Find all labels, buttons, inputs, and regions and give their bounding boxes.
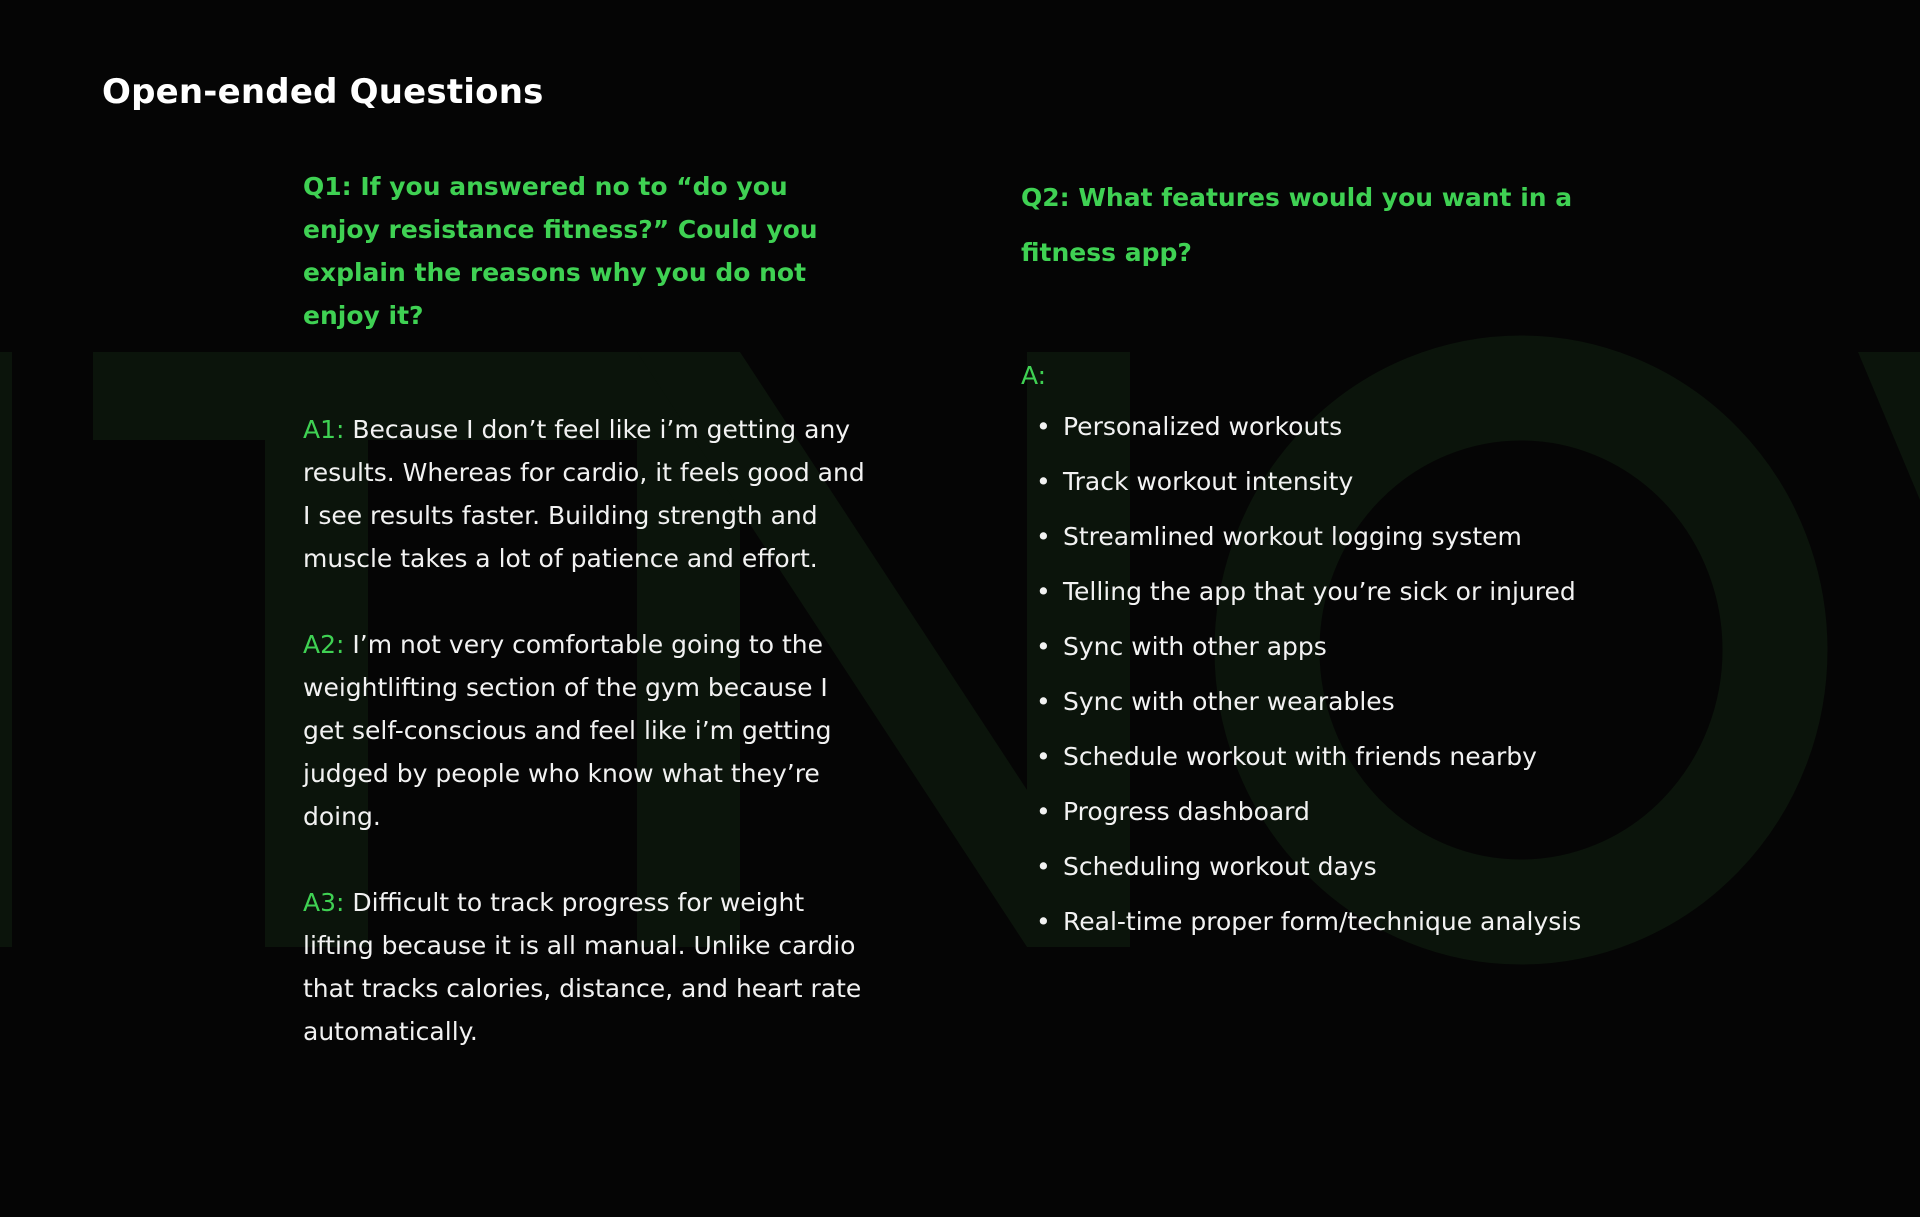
feature-text: Personalized workouts (1063, 412, 1343, 441)
list-item (1021, 729, 1781, 784)
answer-2-text: I’m not very comfortable going to the weightlifting section of the gym because I get self-conscious and feel like i’m getting judged by people who know what they’re doing. (303, 630, 832, 831)
list-item (1021, 454, 1781, 509)
answer-1-label: A1: (303, 415, 345, 444)
answer-1-text: Because I don’t feel like i’m getting any results. Whereas for cardio, it feels good and I see results faster. Building strength and muscle takes a lot of patience and effort. (303, 415, 865, 573)
bullet-icon: • (1036, 467, 1051, 496)
bullet-icon: • (1036, 687, 1051, 716)
bullet-icon: • (1036, 852, 1051, 881)
feature-text: Streamlined workout logging system (1063, 522, 1522, 551)
answer-2-label: A2: (303, 630, 345, 659)
list-item (1021, 399, 1781, 454)
list-item (1021, 839, 1781, 894)
list-item (1021, 894, 1781, 949)
list-item (1021, 564, 1781, 619)
feature-text: Schedule workout with friends nearby (1063, 742, 1537, 771)
bullet-icon: • (1036, 742, 1051, 771)
answer-1 (303, 408, 873, 580)
feature-text: Track workout intensity (1063, 467, 1354, 496)
answer-3 (303, 881, 873, 1053)
bullet-icon: • (1036, 907, 1051, 936)
list-item (1021, 784, 1781, 839)
feature-text: Sync with other wearables (1063, 687, 1395, 716)
question-1-section (303, 165, 873, 1053)
list-item (1021, 619, 1781, 674)
question-2-section (1021, 170, 1781, 949)
bullet-icon: • (1036, 522, 1051, 551)
answer-2 (303, 623, 873, 838)
bullet-icon: • (1036, 412, 1051, 441)
feature-text: Scheduling workout days (1063, 852, 1377, 881)
list-item (1021, 509, 1781, 564)
list-item (1021, 674, 1781, 729)
answer-label: A: (1021, 361, 1047, 390)
bullet-icon: • (1036, 632, 1051, 661)
bullet-icon: • (1036, 797, 1051, 826)
question-1-text: Q1: If you answered no to “do you enjoy resistance fitness?” Could you explain the reasons why you do not enjoy it? (303, 172, 818, 330)
feature-text: Sync with other apps (1063, 632, 1327, 661)
feature-list (1021, 399, 1781, 949)
feature-text: Progress dashboard (1063, 797, 1310, 826)
page-title: Open-ended Questions (102, 72, 544, 112)
answer-3-text: Difficult to track progress for weight lifting because it is all manual. Unlike cardio that tracks calories, distance, and heart rate automatically. (303, 888, 862, 1046)
bullet-icon: • (1036, 577, 1051, 606)
answer-3-label: A3: (303, 888, 345, 917)
feature-text: Telling the app that you’re sick or injured (1063, 577, 1576, 606)
feature-text: Real-time proper form/technique analysis (1063, 907, 1582, 936)
question-2-text: Q2: What features would you want in a fitness app? (1021, 183, 1573, 267)
